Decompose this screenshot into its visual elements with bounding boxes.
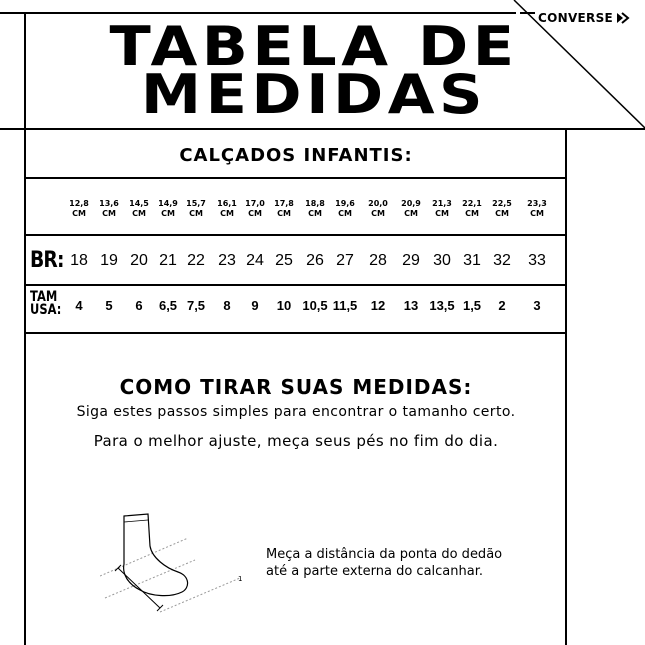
row-line-1 <box>24 177 567 179</box>
row-line-2 <box>24 234 567 236</box>
br-cell: 28 <box>369 252 387 269</box>
cm-cell: 14,5 CM <box>129 199 149 218</box>
usa-label: TAM USA: <box>30 289 62 318</box>
br-cell: 31 <box>463 252 481 269</box>
br-cell: 27 <box>336 252 354 269</box>
brand-name: CONVERSE <box>538 11 614 25</box>
instruction-line-1: Meça a distância da ponta do dedão <box>266 547 503 562</box>
br-cell: 21 <box>159 252 177 269</box>
usa-cell: 6 <box>135 298 143 313</box>
how-to-title: COMO TIRAR SUAS MEDIDAS: <box>119 375 473 399</box>
br-label: BR: <box>30 248 64 273</box>
br-cell: 33 <box>528 252 546 269</box>
br-cell: 23 <box>218 252 236 269</box>
how-to-line-1: Siga estes passos simples para encontrar o tamanho certo. <box>76 404 516 420</box>
br-cell: 30 <box>433 252 451 269</box>
diagram-mark: 1 <box>238 575 243 583</box>
cm-cell: 15,7 CM <box>186 199 206 218</box>
br-cell: 19 <box>100 252 118 269</box>
br-cell: 29 <box>402 252 420 269</box>
usa-cell: 8 <box>223 298 231 313</box>
page-title-line-1: TABELA DE <box>109 15 519 78</box>
br-cell: 24 <box>246 252 264 269</box>
cm-cell: 21,3 CM <box>432 199 452 218</box>
row-line-4 <box>24 332 567 334</box>
measure-instruction <box>266 546 566 580</box>
cm-cell: 22,5 CM <box>492 199 512 218</box>
br-cell: 25 <box>275 252 293 269</box>
usa-cell: 10,5 <box>302 298 328 313</box>
br-cell: 18 <box>70 252 88 269</box>
cm-cell: 20,9 CM <box>401 199 421 218</box>
cm-cell: 18,8 CM <box>305 199 325 218</box>
usa-cell: 5 <box>105 298 113 313</box>
usa-cell: 12 <box>370 298 386 313</box>
cm-cell: 13,6 CM <box>99 199 119 218</box>
page-title-line-2: MEDIDAS <box>140 63 488 126</box>
usa-cell: 11,5 <box>332 298 358 313</box>
cm-cell: 22,1 CM <box>462 199 482 218</box>
br-cell: 20 <box>130 252 148 269</box>
cm-cell: 17,0 CM <box>245 199 265 218</box>
br-cell: 26 <box>306 252 324 269</box>
usa-cell: 13 <box>403 298 419 313</box>
table-heading: CALÇADOS INFANTIS: <box>179 145 413 166</box>
usa-cell: 7,5 <box>186 298 206 313</box>
cm-cell: 20,0 CM <box>368 199 388 218</box>
foot-measure-illustration <box>100 508 250 618</box>
usa-cell: 2 <box>498 298 506 313</box>
usa-cell: 10 <box>276 298 292 313</box>
usa-cell: 4 <box>75 298 83 313</box>
usa-cell: 6,5 <box>158 298 178 313</box>
how-to-line-2: Para o melhor ajuste, meça seus pés no fim do dia. <box>93 432 499 450</box>
cm-cell: 14,9 CM <box>158 199 178 218</box>
usa-cell: 1,5 <box>462 298 482 313</box>
instruction-line-2: até a parte externa do calcanhar. <box>266 564 484 579</box>
usa-cell: 3 <box>533 298 541 313</box>
br-cell: 32 <box>493 252 511 269</box>
cm-cell: 12,8 CM <box>69 199 89 218</box>
usa-cell: 13,5 <box>429 298 455 313</box>
usa-cell: 9 <box>251 298 259 313</box>
cm-cell: 23,3 CM <box>527 199 547 218</box>
cm-cell: 19,6 CM <box>335 199 355 218</box>
row-line-3 <box>24 284 567 286</box>
br-cell: 22 <box>187 252 205 269</box>
cm-cell: 17,8 CM <box>274 199 294 218</box>
cm-cell: 16,1 CM <box>217 199 237 218</box>
